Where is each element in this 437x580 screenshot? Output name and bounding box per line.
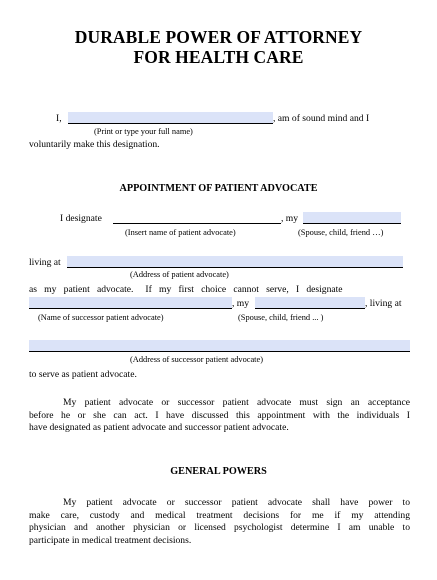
successor-advocate-name-field[interactable]	[29, 297, 232, 309]
general-powers-heading: GENERAL POWERS	[170, 466, 267, 477]
successor-address-caption: (Address of successor patient advocate)	[130, 355, 264, 364]
successor-sentence: as my patient advocate. If my first choice cannot serve, I designate	[29, 284, 343, 295]
document-title-line-2: FOR HEALTH CARE	[133, 47, 304, 67]
full-name-field[interactable]	[68, 112, 273, 124]
acceptance-line: My patient advocate or successor patient advocate must sign an acceptance	[63, 397, 410, 408]
appointment-heading: APPOINTMENT OF PATIENT ADVOCATE	[119, 183, 318, 194]
full-name-caption: (Print or type your full name)	[94, 127, 193, 136]
successor-name-caption: (Name of successor patient advocate)	[38, 313, 164, 322]
general-powers-line: physician and another physician or licensed psychologist determine I am unable to	[29, 522, 410, 533]
general-powers-line: make care, custody and medical treatment decisions for me if my attending	[29, 509, 410, 521]
advocate-my-label: , my	[281, 213, 299, 224]
patient-advocate-name-field[interactable]	[113, 212, 281, 224]
advocate-address-caption: (Address of patient advocate)	[130, 270, 229, 279]
serve-text: to serve as patient advocate.	[29, 369, 137, 380]
declaration-continuation: voluntarily make this designation.	[29, 139, 160, 150]
general-powers-line: participate in medical treatment decisions.	[29, 534, 192, 546]
general-powers-paragraph	[29, 497, 410, 547]
document-title-line-1: DURABLE POWER OF ATTORNEY	[74, 27, 363, 47]
successor-relation-caption: (Spouse, child, friend ... )	[238, 313, 324, 322]
general-powers-line: My patient advocate or successor patient advocate shall have power to	[63, 497, 410, 508]
acceptance-paragraph	[29, 397, 410, 435]
advocate-relation-field[interactable]	[303, 212, 401, 224]
advocate-relation-caption: (Spouse, child, friend …)	[298, 228, 384, 237]
acceptance-line: have designated as patient advocate and successor patient advocate.	[29, 422, 289, 433]
successor-relation-field[interactable]	[255, 297, 365, 309]
living-at-label: living at	[29, 257, 61, 268]
successor-my-label: , my	[232, 298, 250, 309]
declaration-prefix: I,	[56, 113, 62, 124]
advocate-name-caption: (Insert name of patient advocate)	[125, 228, 236, 237]
successor-address-field[interactable]	[29, 340, 410, 352]
acceptance-line: before he or she can act. I have discussed this appointment with the individuals I	[29, 409, 410, 421]
designate-label: I designate	[60, 213, 102, 224]
successor-living-at-label: , living at	[365, 298, 402, 309]
advocate-address-field[interactable]	[67, 256, 403, 268]
declaration-suffix: , am of sound mind and I	[273, 113, 370, 124]
